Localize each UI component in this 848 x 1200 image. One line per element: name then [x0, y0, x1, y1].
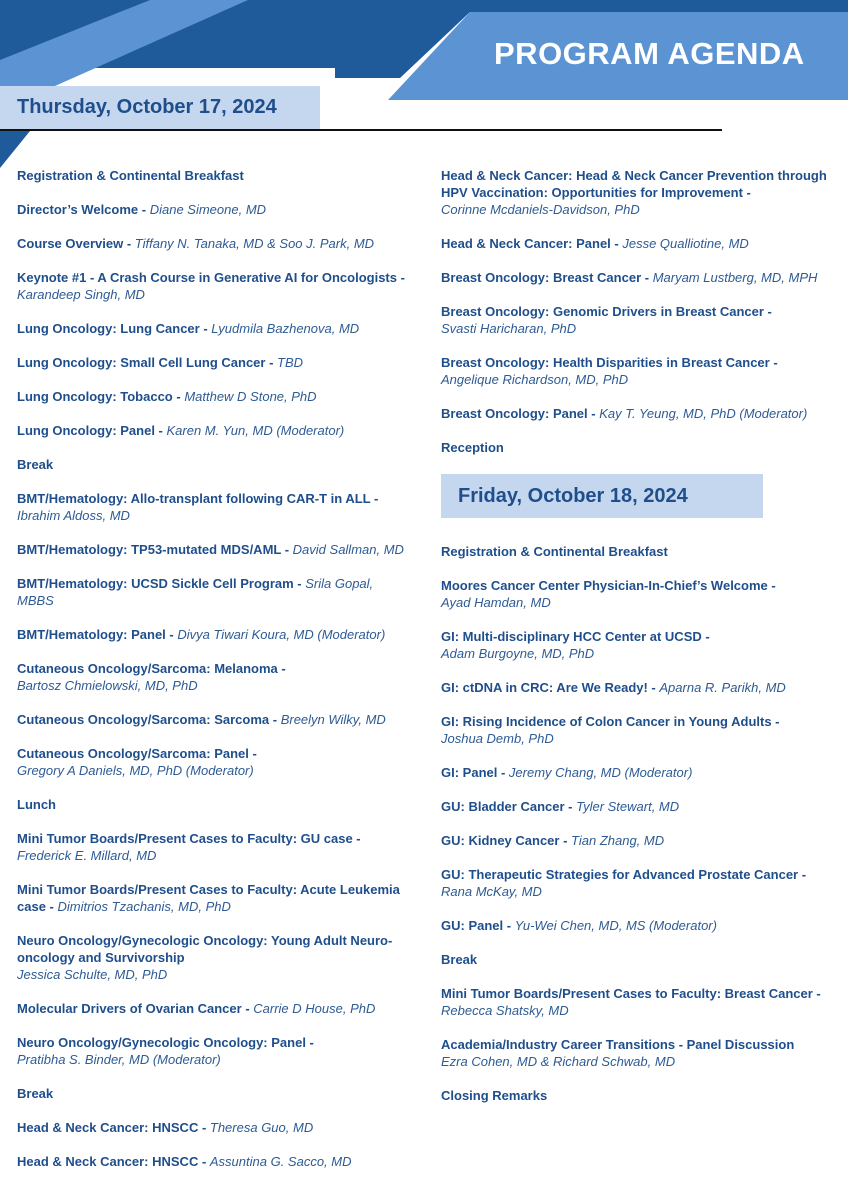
- agenda-item: BMT/Hematology: UCSD Sickle Cell Program - Srila Gopal, MBBS: [17, 576, 374, 608]
- agenda-item: Head & Neck Cancer: HNSCC - Theresa Guo, MD: [17, 1120, 314, 1135]
- agenda-item: Molecular Drivers of Ovarian Cancer - Carrie D House, PhD: [17, 1001, 376, 1016]
- agenda-item: Breast Oncology: Health Disparities in Breast Cancer - Angelique Richardson, MD, PhD: [441, 355, 778, 387]
- agenda-item: BMT/Hematology: Allo-transplant following CAR-T in ALL - Ibrahim Aldoss, MD: [17, 491, 379, 523]
- agenda-item: Cutaneous Oncology/Sarcoma: Panel - Gregory A Daniels, MD, PhD (Moderator): [17, 746, 257, 778]
- agenda-item: Lung Oncology: Lung Cancer - Lyudmila Bazhenova, MD: [17, 321, 360, 336]
- agenda-item: GU: Kidney Cancer - Tian Zhang, MD: [441, 833, 665, 848]
- agenda-item: Neuro Oncology/Gynecologic Oncology: Young Adult Neuro-oncology and Survivorship Jessica Schulte, MD, PhD: [17, 933, 393, 982]
- agenda-item: Break: [17, 1086, 54, 1101]
- agenda-item: Head & Neck Cancer: HNSCC - Assuntina G. Sacco, MD: [17, 1154, 352, 1169]
- agenda-item: Lunch: [17, 797, 56, 812]
- day-heading-thursday: Thursday, October 17, 2024: [0, 86, 320, 129]
- agenda-item: Mini Tumor Boards/Present Cases to Faculty: GU case - Frederick E. Millard, MD: [17, 831, 361, 863]
- thursday-column-right: [441, 167, 833, 473]
- agenda-item: Head & Neck Cancer: Panel - Jesse Qualliotine, MD: [441, 236, 749, 251]
- agenda-item: GI: ctDNA in CRC: Are We Ready! - Aparna R. Parikh, MD: [441, 680, 786, 695]
- agenda-item: Break: [17, 457, 54, 472]
- agenda-item: Mini Tumor Boards/Present Cases to Faculty: Acute Leukemia case - Dimitrios Tzachanis, MD, PhD: [17, 882, 400, 914]
- agenda-item: BMT/Hematology: TP53-mutated MDS/AML - David Sallman, MD: [17, 542, 404, 557]
- agenda-item: Academia/Industry Career Transitions - Panel Discussion Ezra Cohen, MD & Richard Schwab, MD: [441, 1037, 795, 1069]
- agenda-item: GU: Panel - Yu-Wei Chen, MD, MS (Moderator): [441, 918, 717, 933]
- agenda-item: Director’s Welcome - Diane Simeone, MD: [17, 202, 267, 217]
- agenda-item: Breast Oncology: Genomic Drivers in Breast Cancer - Svasti Haricharan, PhD: [441, 304, 772, 336]
- agenda-item: Lung Oncology: Panel - Karen M. Yun, MD (Moderator): [17, 423, 345, 438]
- agenda-item: Lung Oncology: Tobacco - Matthew D Stone, PhD: [17, 389, 317, 404]
- day-heading-friday: Friday, October 18, 2024: [441, 474, 763, 518]
- agenda-item: Break: [441, 952, 478, 967]
- agenda-item: Breast Oncology: Panel - Kay T. Yeung, MD, PhD (Moderator): [441, 406, 808, 421]
- corner-accent-triangle: [0, 131, 30, 168]
- agenda-item: Lung Oncology: Small Cell Lung Cancer - TBD: [17, 355, 304, 370]
- agenda-item: BMT/Hematology: Panel - Divya Tiwari Koura, MD (Moderator): [17, 627, 386, 642]
- agenda-item: Registration & Continental Breakfast: [441, 544, 668, 559]
- heading-divider: [0, 129, 722, 131]
- agenda-item: Course Overview - Tiffany N. Tanaka, MD & Soo J. Park, MD: [17, 236, 375, 251]
- agenda-item: Head & Neck Cancer: Head & Neck Cancer Prevention through HPV Vaccination: Opportunities for Improvement - Corinne Mcdaniels-Davidson, PhD: [441, 168, 827, 217]
- agenda-item: Cutaneous Oncology/Sarcoma: Sarcoma - Breelyn Wilky, MD: [17, 712, 386, 727]
- agenda-item: Reception: [441, 440, 504, 455]
- agenda-item: Moores Cancer Center Physician-In-Chief’s Welcome - Ayad Hamdan, MD: [441, 578, 776, 610]
- agenda-item: Cutaneous Oncology/Sarcoma: Melanoma - Bartosz Chmielowski, MD, PhD: [17, 661, 286, 693]
- page-title: PROGRAM AGENDA: [494, 36, 805, 71]
- thursday-column-left: [17, 167, 409, 1187]
- agenda-item: Keynote #1 - A Crash Course in Generative AI for Oncologists - Karandeep Singh, MD: [17, 270, 405, 302]
- agenda-item: GU: Therapeutic Strategies for Advanced Prostate Cancer - Rana McKay, MD: [441, 867, 807, 899]
- agenda-item: Mini Tumor Boards/Present Cases to Faculty: Breast Cancer - Rebecca Shatsky, MD: [441, 986, 821, 1018]
- agenda-item: Registration & Continental Breakfast: [17, 168, 244, 183]
- agenda-item: GI: Multi-disciplinary HCC Center at UCSD - Adam Burgoyne, MD, PhD: [441, 629, 710, 661]
- agenda-item: GI: Rising Incidence of Colon Cancer in Young Adults - Joshua Demb, PhD: [441, 714, 780, 746]
- agenda-item: GU: Bladder Cancer - Tyler Stewart, MD: [441, 799, 680, 814]
- agenda-item: Closing Remarks: [441, 1088, 548, 1103]
- agenda-item: Neuro Oncology/Gynecologic Oncology: Panel - Pratibha S. Binder, MD (Moderator): [17, 1035, 314, 1067]
- agenda-item: GI: Panel - Jeremy Chang, MD (Moderator): [441, 765, 693, 780]
- friday-column: [441, 543, 833, 1121]
- agenda-item: Breast Oncology: Breast Cancer - Maryam Lustberg, MD, MPH: [441, 270, 818, 285]
